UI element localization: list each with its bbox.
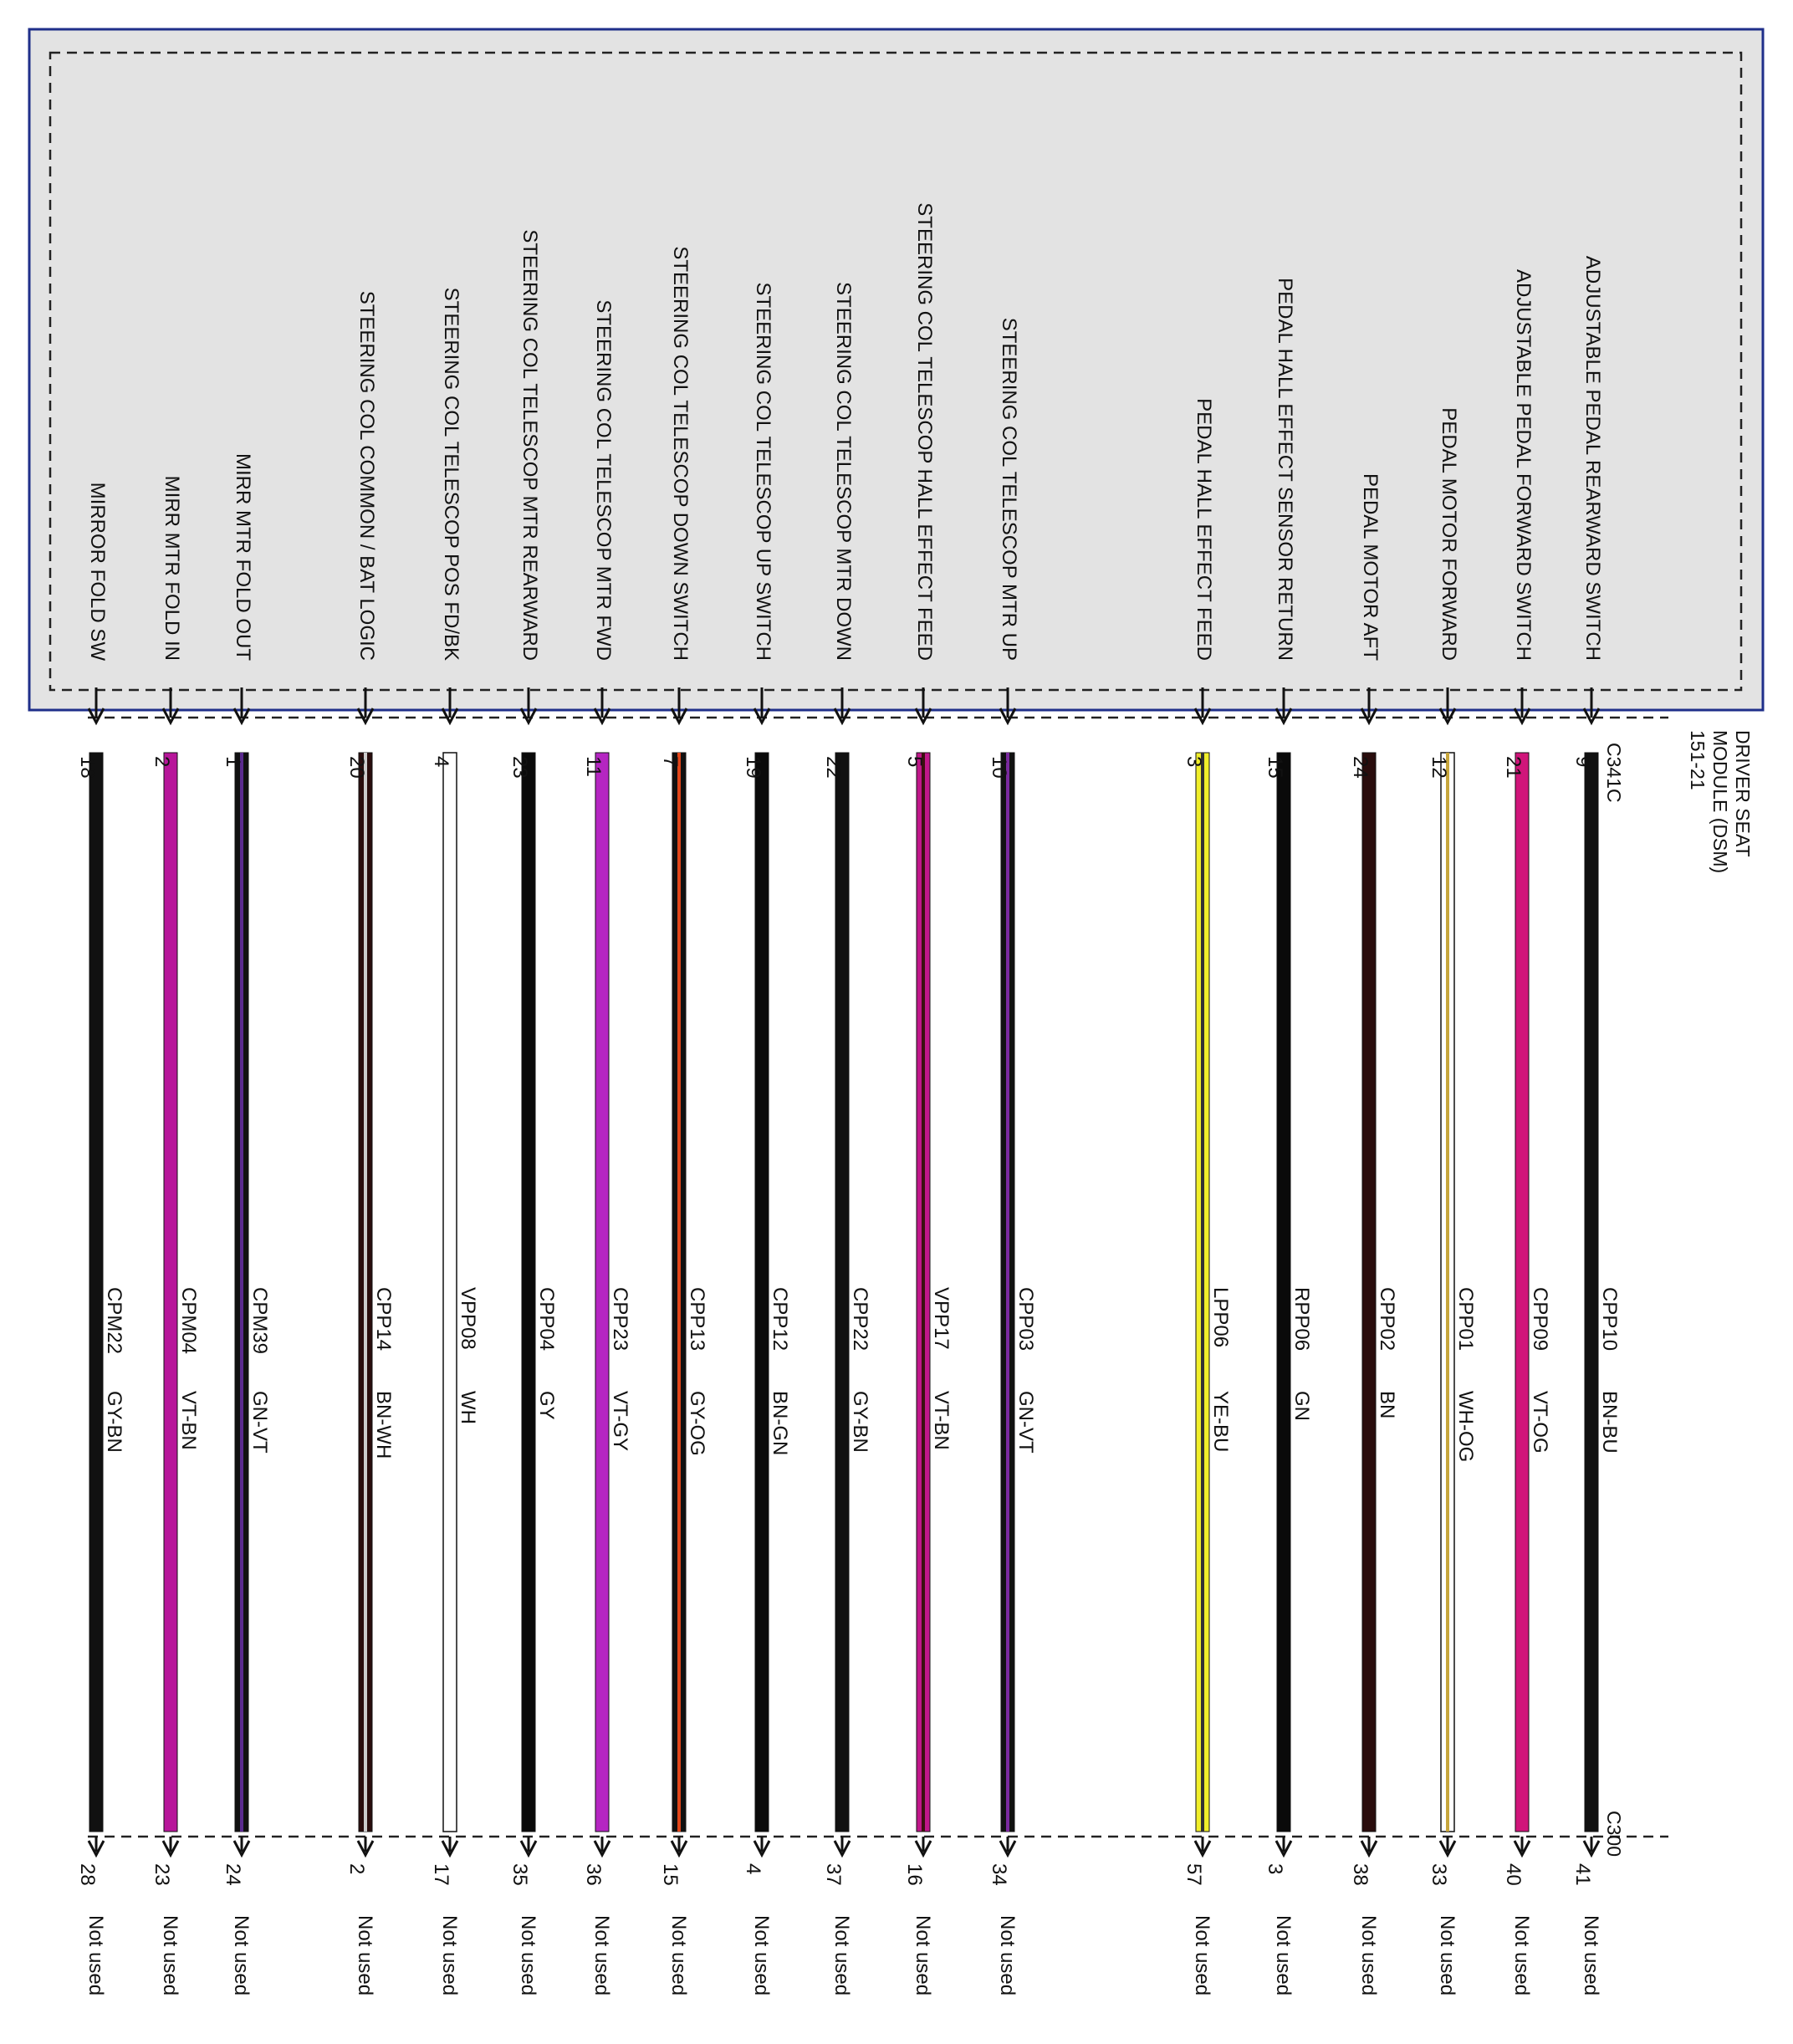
lower-pin-number: 36 [582, 1863, 605, 1886]
upper-pin-number: 5 [903, 756, 926, 768]
far-end-label: Not used [159, 1915, 181, 1996]
upper-pin-number: 3 [1183, 756, 1205, 768]
function-label: PEDAL MOTOR AFT [1359, 473, 1382, 661]
wire-color-code: VT-OG [1529, 1391, 1551, 1454]
function-label: STEERING COL TELESCOP UP SWITCH [752, 282, 774, 661]
module-name-line-2: MODULE (DSM) [1709, 730, 1731, 874]
far-end-label: Not used [996, 1915, 1019, 1996]
module-name-line-1: DRIVER SEAT [1732, 730, 1754, 857]
lower-pin-number: 4 [742, 1863, 764, 1875]
function-label: STEERING COL TELESCOP MTR UP [998, 317, 1020, 661]
wire-color-code: GN-VT [1014, 1391, 1037, 1454]
wire-color-code: BN-GN [769, 1391, 791, 1456]
wire-body [755, 753, 769, 1832]
lower-pin-number: 35 [508, 1863, 531, 1886]
upper-pin-number: 24 [1349, 756, 1372, 779]
circuit-id: VPP08 [457, 1287, 479, 1350]
lower-pin-number: 2 [345, 1863, 368, 1875]
function-label: PEDAL HALL EFFECT SENSOR RETURN [1274, 278, 1296, 661]
lower-pin-number: 41 [1571, 1863, 1594, 1886]
lower-pin-number: 16 [903, 1863, 926, 1886]
far-end-label: Not used [830, 1915, 853, 1996]
circuit-id: CPP22 [849, 1287, 871, 1352]
upper-pin-number: 12 [1428, 756, 1450, 779]
wire-body [522, 753, 535, 1832]
function-label: STEERING COL COMMON / BAT LOGIC [355, 290, 378, 661]
lower-pin-number: 33 [1428, 1863, 1450, 1886]
function-label: ADJUSTABLE PEDAL REARWARD SWITCH [1581, 255, 1604, 661]
far-end-label: Not used [354, 1915, 376, 1996]
far-end-label: Not used [750, 1915, 773, 1996]
circuit-id: CPP04 [535, 1287, 558, 1352]
wire-stripe [677, 753, 681, 1832]
wire-color-code: GY [535, 1391, 558, 1420]
lower-pin-number: 17 [430, 1863, 452, 1886]
bottom-connector-label: C300 [1603, 1811, 1625, 1857]
wire-body [595, 753, 609, 1832]
far-end-label: Not used [1436, 1915, 1458, 1996]
wire-color-code: VT-GY [609, 1391, 631, 1452]
circuit-id: LPP06 [1209, 1287, 1232, 1348]
wire-body [89, 753, 103, 1832]
function-label: STEERING COL TELESCOP MTR FWD [592, 299, 615, 661]
far-end-label: Not used [1510, 1915, 1533, 1996]
wire-body [1277, 753, 1290, 1832]
wire-color-code: GY-BN [103, 1391, 125, 1453]
lower-pin-number: 3 [1264, 1863, 1286, 1875]
upper-pin-number: 7 [659, 756, 682, 768]
far-end-label: Not used [230, 1915, 253, 1996]
wire-color-code: YE-BU [1209, 1391, 1232, 1453]
upper-pin-number: 9 [1571, 756, 1594, 768]
lower-pin-number: 15 [659, 1863, 682, 1886]
wire-color-code: GY-OG [686, 1391, 708, 1456]
far-end-label: Not used [84, 1915, 107, 1996]
wire-color-code: GY-BN [849, 1391, 871, 1453]
far-end-label: Not used [912, 1915, 934, 1996]
wire-color-code: WH [457, 1391, 479, 1424]
circuit-id: CPM39 [248, 1287, 271, 1355]
lower-pin-number: 24 [222, 1863, 244, 1886]
function-label: MIRR MTR FOLD OUT [232, 453, 254, 661]
far-end-label: Not used [1580, 1915, 1602, 1996]
upper-pin-number: 10 [988, 756, 1010, 779]
function-label: STEERING COL TELESCOP MTR REARWARD [518, 229, 541, 661]
wire-body [1515, 753, 1529, 1832]
wire-stripe [240, 753, 243, 1832]
far-end-label: Not used [1272, 1915, 1295, 1996]
wire-stripe [364, 753, 367, 1832]
circuit-id: CPP02 [1376, 1287, 1398, 1352]
far-end-label: Not used [590, 1915, 613, 1996]
upper-pin-number: 19 [742, 756, 764, 779]
wire-body [443, 753, 457, 1832]
upper-pin-number: 15 [1264, 756, 1286, 779]
function-label: PEDAL HALL EFFECT FEED [1193, 398, 1215, 661]
wire-color-code: BN-WH [372, 1391, 395, 1459]
function-label: STEERING COL TELESCOP POS FD/BK [440, 287, 462, 661]
function-label: STEERING COL TELESCOP MTR DOWN [832, 282, 855, 661]
wire-stripe [1201, 753, 1204, 1832]
wire-color-code: VT-BN [177, 1391, 200, 1450]
lower-pin-number: 57 [1183, 1863, 1205, 1886]
wire-body [835, 753, 849, 1832]
wire-body [1585, 753, 1598, 1832]
far-end-label: Not used [517, 1915, 539, 1996]
circuit-id: CPP03 [1014, 1287, 1037, 1352]
upper-pin-number: 20 [345, 756, 368, 779]
lower-pin-number: 34 [988, 1863, 1010, 1886]
circuit-id: CPP23 [609, 1287, 631, 1352]
far-end-label: Not used [438, 1915, 461, 1996]
upper-pin-number: 11 [582, 756, 605, 777]
upper-pin-number: 1 [222, 756, 244, 768]
wire-stripe [1006, 753, 1009, 1832]
wire-color-code: BN [1376, 1391, 1398, 1419]
wire-color-code: WH-OG [1454, 1391, 1477, 1463]
circuit-id: CPM22 [103, 1287, 125, 1355]
wire-body [164, 753, 177, 1832]
upper-pin-number: 22 [822, 756, 845, 779]
upper-pin-number: 2 [151, 756, 173, 768]
function-label: STEERING COL TELESCOP DOWN SWITCH [669, 246, 692, 661]
wire-color-code: BN-BU [1598, 1391, 1621, 1454]
circuit-id: CPP10 [1598, 1287, 1621, 1352]
far-end-label: Not used [1357, 1915, 1380, 1996]
function-label: STEERING COL TELESCOP HALL EFFECT FEED [913, 202, 936, 661]
upper-pin-number: 21 [1502, 756, 1525, 779]
circuit-id: CPP14 [372, 1287, 395, 1352]
module-name [1687, 730, 1754, 879]
function-label: MIRR MTR FOLD IN [161, 475, 183, 661]
circuit-id: CPP13 [686, 1287, 708, 1352]
wire-color-code: GN-VT [248, 1391, 271, 1454]
wire-body [1362, 753, 1376, 1832]
upper-pin-number: 4 [430, 756, 452, 768]
circuit-id: VPP17 [930, 1287, 953, 1350]
circuit-id: CPP09 [1529, 1287, 1551, 1352]
wire-color-code: VT-BN [930, 1391, 953, 1450]
function-label: PEDAL MOTOR FORWARD [1438, 407, 1460, 661]
top-connector-label: C341C [1603, 743, 1625, 803]
lower-pin-number: 40 [1502, 1863, 1525, 1886]
module-box [29, 29, 1763, 710]
function-label: ADJUSTABLE PEDAL FORWARD SWITCH [1512, 268, 1535, 661]
lower-pin-number: 38 [1349, 1863, 1372, 1886]
lower-pin-number: 28 [76, 1863, 99, 1886]
upper-pin-number: 23 [508, 756, 531, 779]
circuit-id: CPM04 [177, 1287, 200, 1355]
circuit-id: RPP06 [1290, 1287, 1313, 1352]
lower-pin-number: 37 [822, 1863, 845, 1886]
lower-pin-number: 23 [151, 1863, 173, 1886]
function-label: MIRROR FOLD SW [86, 482, 109, 661]
far-end-label: Not used [667, 1915, 690, 1996]
far-end-label: Not used [1191, 1915, 1213, 1996]
upper-pin-number: 18 [76, 756, 99, 779]
wire-stripe [1446, 753, 1449, 1832]
circuit-id: CPP01 [1454, 1287, 1477, 1352]
wire-color-code: GN [1290, 1391, 1313, 1421]
circuit-id: CPP12 [769, 1287, 791, 1352]
wire-stripe [922, 753, 925, 1832]
module-name-line-3: 151-21 [1687, 730, 1709, 790]
